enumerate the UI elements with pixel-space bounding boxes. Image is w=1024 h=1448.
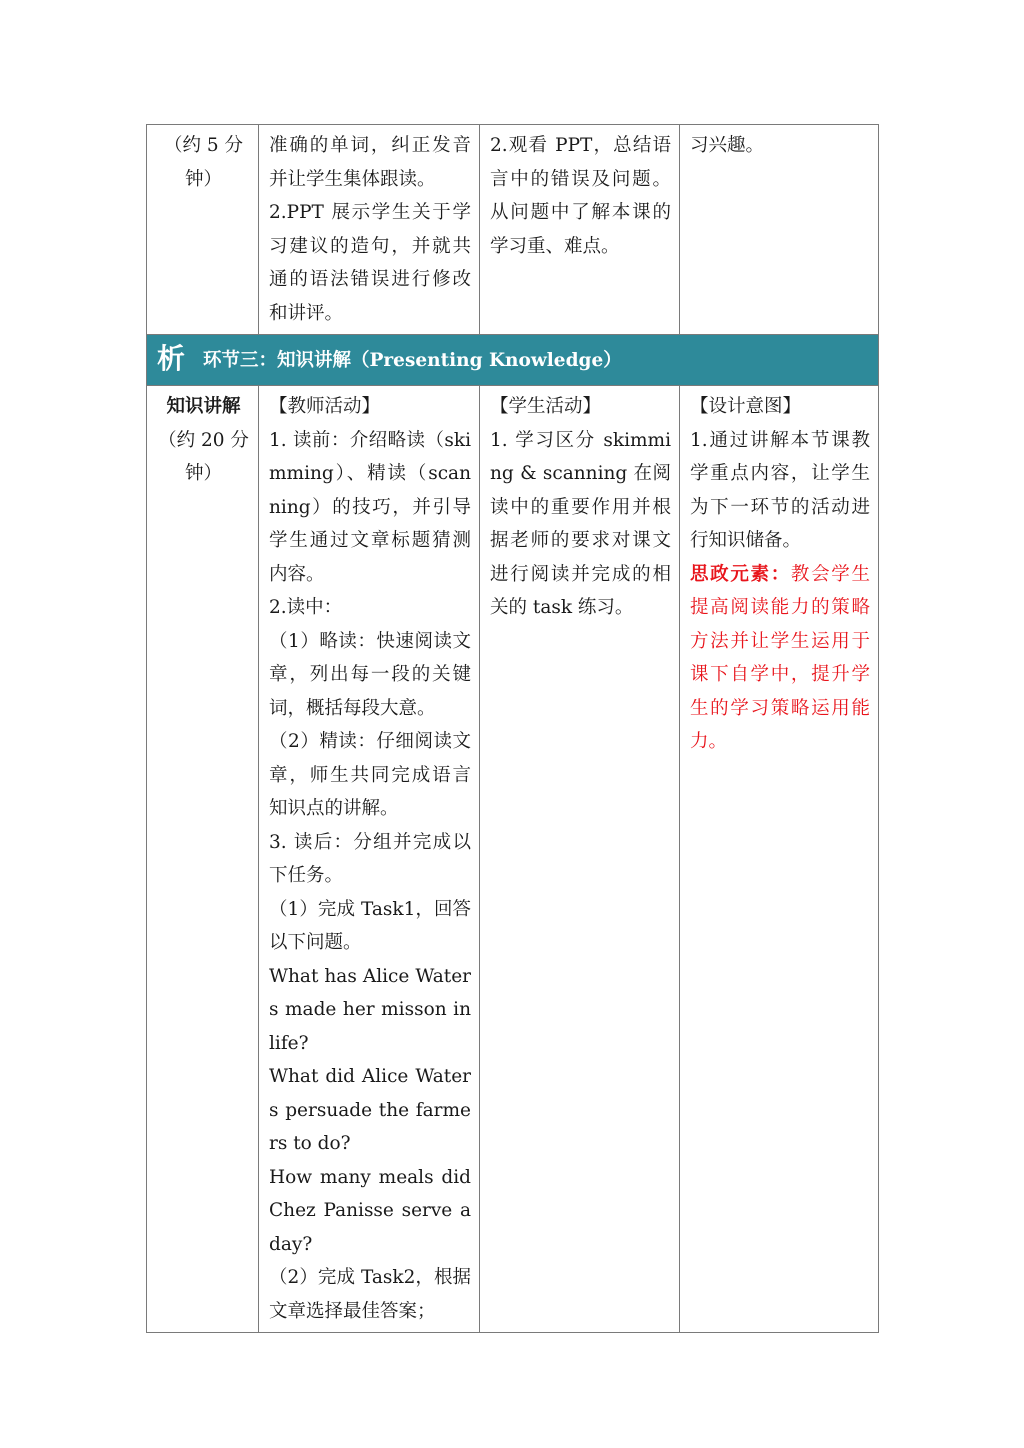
teacher-line: （1）完成 Task1，回答以下问题。 — [269, 898, 471, 953]
table-row-knowledge — [147, 386, 879, 1333]
section-header-row — [147, 335, 879, 386]
teacher-activity-heading: 【教师活动】 — [269, 396, 381, 417]
teacher-line: 1. 读前：介绍略读（skimming）、精读（scanning）的技巧，并引导学生通过文章标题猜测内容。 — [269, 429, 471, 585]
stage-time: （约 5 分钟） — [163, 135, 244, 190]
teacher-line: （1）略读：快速阅读文章，列出每一段的关键词，概括每段大意。 — [269, 630, 471, 719]
teacher-line: How many meals did Chez Panisse serve a day? — [269, 1166, 471, 1255]
teacher-activity-cell — [259, 386, 480, 1333]
design-intent-cell — [680, 386, 879, 1333]
table-row-warmup — [147, 125, 879, 335]
intent-text: 1.通过讲解本节课教学重点内容，让学生为下一环节的活动进行知识储备。 — [690, 429, 870, 551]
teacher-line: What did Alice Waters persuade the farmers to do? — [269, 1066, 471, 1154]
section-header-char: 析 — [157, 342, 186, 375]
section-header — [147, 335, 879, 386]
teacher-line: 2.读中： — [269, 597, 343, 618]
student-activity-heading: 【学生活动】 — [490, 396, 602, 417]
lesson-plan-table — [146, 124, 879, 1333]
teacher-line: （2）完成 Task2，根据文章选择最佳答案； — [269, 1267, 471, 1322]
intent-text: 习兴趣。 — [690, 135, 765, 156]
teacher-activity-cell — [259, 125, 480, 335]
teacher-line: 2.PPT 展示学生关于学习建议的造句，并就共通的语法错误进行修改和讲评。 — [269, 202, 471, 324]
teacher-line: 准确的单词，纠正发音并让学生集体跟读。 — [269, 135, 471, 190]
student-activity-cell — [480, 125, 680, 335]
stage-time: （约 20 分钟） — [158, 429, 249, 484]
design-intent-heading: 【设计意图】 — [690, 396, 802, 417]
stage-name: 知识讲解 — [166, 396, 241, 417]
ideological-text: 教会学生提高阅读能力的策略方法并让学生运用于课下自学中，提升学生的学习策略运用能力。 — [690, 563, 870, 752]
teacher-line: 3. 读后：分组并完成以下任务。 — [269, 831, 471, 886]
stage-cell — [147, 125, 259, 335]
teacher-line: What has Alice Waters made her misson in life? — [269, 965, 471, 1054]
student-text: 2.观看 PPT，总结语言中的错误及问题。从问题中了解本课的学习重、难点。 — [490, 135, 671, 257]
design-intent-cell — [680, 125, 879, 335]
student-text: 1. 学习区分 skimming & scanning 在阅读中的重要作用并根据老师的要求对课文进行阅读并完成的相关的 task 练习。 — [490, 429, 671, 618]
ideological-element — [690, 558, 870, 759]
stage-cell — [147, 386, 259, 1333]
ideological-label: 思政元素： — [690, 563, 791, 585]
section-header-title: 环节三：知识讲解（Presenting Knowledge） — [203, 350, 622, 371]
teacher-line: （2）精读：仔细阅读文章，师生共同完成语言知识点的讲解。 — [269, 731, 471, 819]
student-activity-cell — [480, 386, 680, 1333]
